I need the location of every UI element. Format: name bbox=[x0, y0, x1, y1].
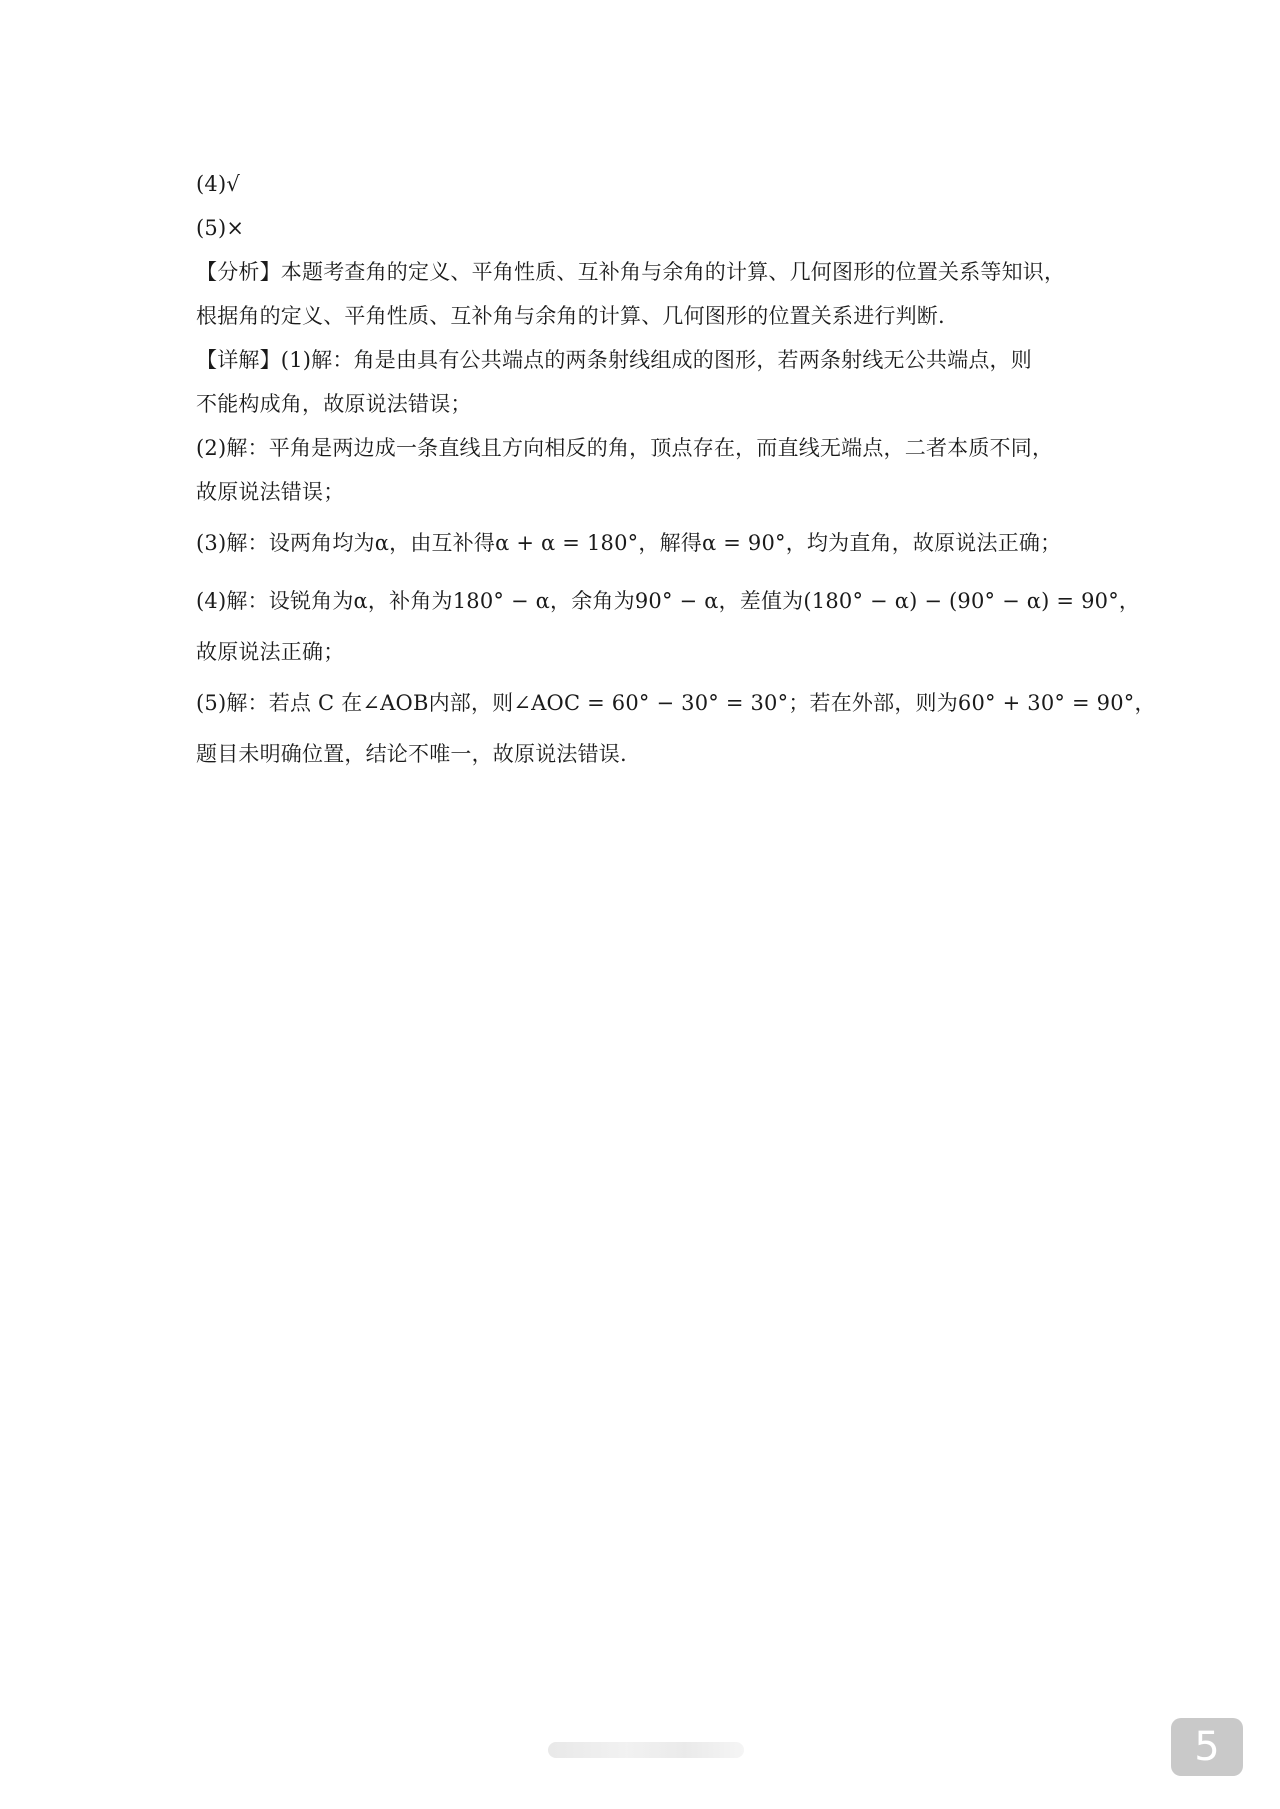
detail-p2-line-2: 故原说法错误； bbox=[196, 480, 345, 504]
watermark bbox=[548, 1742, 744, 1758]
detail-p1-line-1: 【详解】(1)解：角是由具有公共端点的两条射线组成的图形，若两条射线无公共端点，则 bbox=[196, 348, 1032, 372]
answer-item-5: (5)× bbox=[196, 216, 245, 240]
analysis-line-2: 根据角的定义、平角性质、互补角与余角的计算、几何图形的位置关系进行判断. bbox=[196, 304, 945, 328]
answer-item-4: (4)√ bbox=[196, 172, 240, 196]
detail-p4-line-2: 故原说法正确； bbox=[196, 640, 345, 664]
analysis-line-1: 【分析】本题考查角的定义、平角性质、互补角与余角的计算、几何图形的位置关系等知识， bbox=[196, 260, 1066, 284]
detail-p1-line-2: 不能构成角，故原说法错误； bbox=[196, 392, 472, 416]
detail-p4-line-1: (4)解：设锐角为α，补角为180° − α，余角为90° − α，差值为(180° − α) − (90° − α) = 90°， bbox=[196, 589, 1141, 613]
detail-p2-line-1: (2)解：平角是两边成一条直线且方向相反的角，顶点存在，而直线无端点，二者本质不同， bbox=[196, 436, 1054, 460]
detail-p5-line-1: (5)解：若点 C 在∠AOB内部，则∠AOC = 60° − 30° = 30°；若在外部，则为60° + 30° = 90°， bbox=[196, 691, 1156, 715]
detail-p3-line-1: (3)解：设两角均为α，由互补得α + α = 180°，解得α = 90°，均为直角，故原说法正确； bbox=[196, 531, 1062, 555]
page-number-badge: 5 bbox=[1171, 1718, 1243, 1776]
answer-content bbox=[196, 162, 1156, 776]
detail-p5-line-2: 题目未明确位置，结论不唯一，故原说法错误. bbox=[196, 742, 627, 766]
